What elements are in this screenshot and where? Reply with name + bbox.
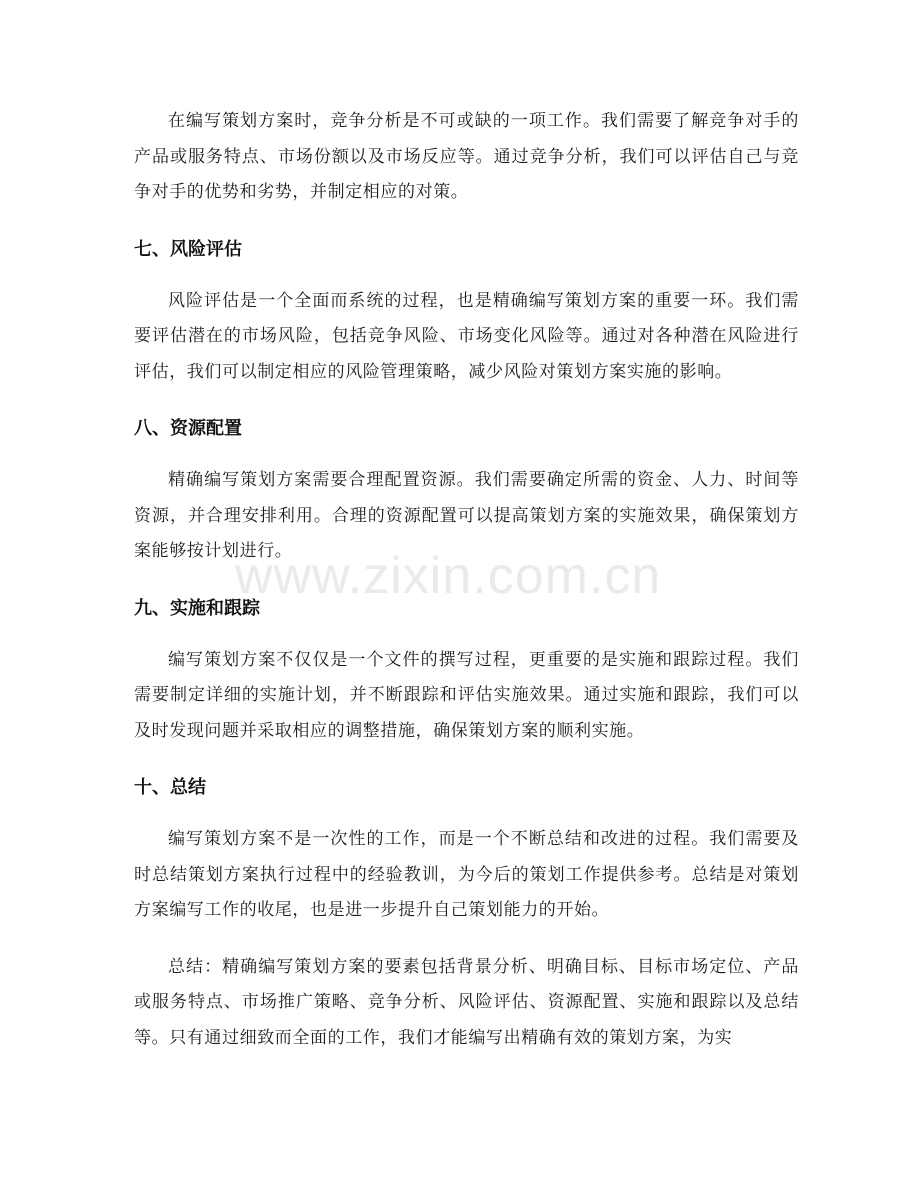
paragraph-conclusion: 总结：精确编写策划方案的要素包括背景分析、明确目标、目标市场定位、产品或服务特点、市场推广策略、竞争分析、风险评估、资源配置、实施和跟踪以及总结等。只有通过细致而全面的工作，我们才能编写出精确有效的策划方案，为实 <box>134 956 799 1048</box>
watermark-text: www.zixin.com.cn <box>235 547 662 605</box>
heading-risk-assessment: 七、风险评估 <box>134 238 242 260</box>
heading-implementation-tracking: 九、实施和跟踪 <box>134 597 260 619</box>
paragraph-implementation-tracking: 编写策划方案不仅仅是一个文件的撰写过程，更重要的是实施和跟踪过程。我们需要制定详细的实施计划，并不断跟踪和评估实施效果。通过实施和跟踪，我们可以及时发现问题并采取相应的调整措施，确保策划方案的顺利实施。 <box>134 649 799 741</box>
heading-resource-allocation: 八、资源配置 <box>134 418 242 439</box>
paragraph-summary: 编写策划方案不是一次性的工作，而是一个不断总结和改进的过程。我们需要及时总结策划方案执行过程中的经验教训，为今后的策划工作提供参考。总结是对策划方案编写工作的收尾，也是进一步提升自己策划能力的开始。 <box>134 829 799 920</box>
paragraph-competition-analysis: 在编写策划方案时，竞争分析是不可或缺的一项工作。我们需要了解竞争对手的产品或服务特点、市场份额以及市场反应等。通过竞争分析，我们可以评估自己与竞争对手的优势和劣势，并制定相应的对策。 <box>134 111 799 202</box>
heading-summary: 十、总结 <box>134 777 206 798</box>
paragraph-risk-assessment: 风险评估是一个全面而系统的过程，也是精确编写策划方案的重要一环。我们需要评估潜在的市场风险，包括竞争风险、市场变化风险等。通过对各种潜在风险进行评估，我们可以制定相应的风险管理策略，减少风险对策划方案实施的影响。 <box>134 290 799 382</box>
paragraph-resource-allocation: 精确编写策划方案需要合理配置资源。我们需要确定所需的资金、人力、时间等资源，并合理安排利用。合理的资源配置可以提高策划方案的实施效果，确保策划方案能够按计划进行。 <box>134 470 799 561</box>
